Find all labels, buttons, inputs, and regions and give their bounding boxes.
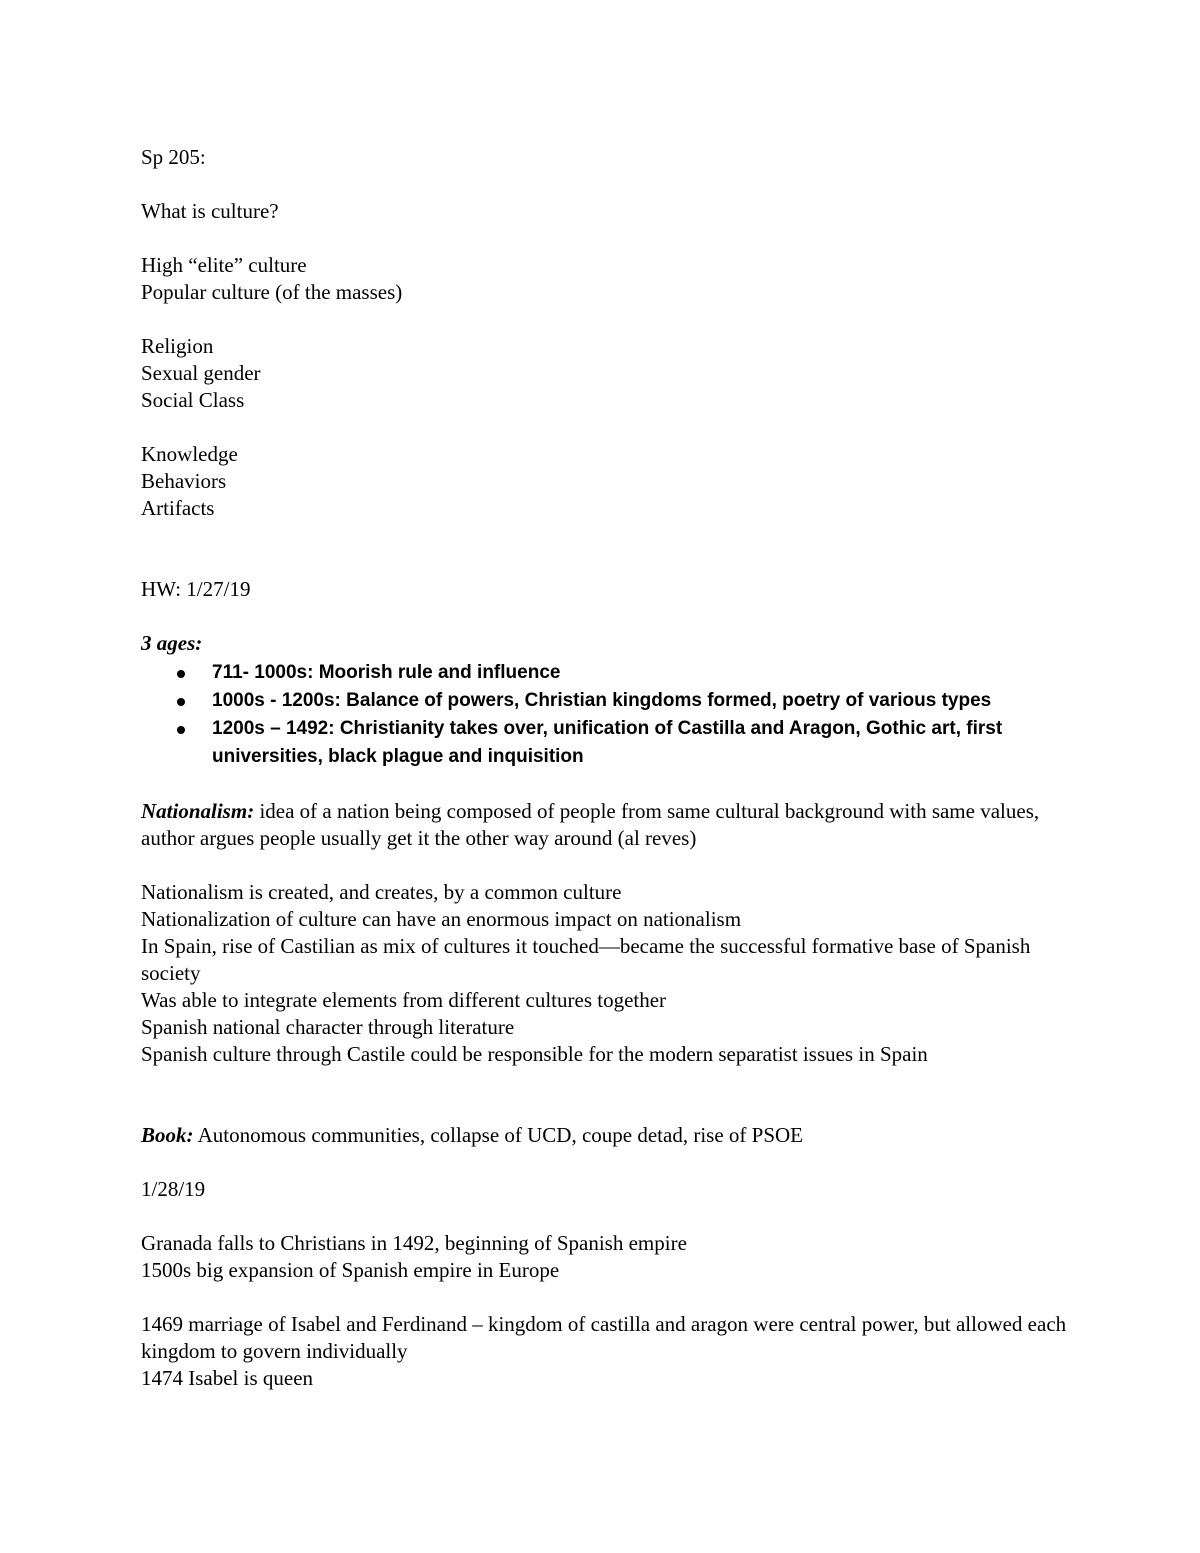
list-item <box>141 687 1072 715</box>
nationalism-label: Nationalism: <box>141 799 255 823</box>
marriage-note: 1469 marriage of Isabel and Ferdinand – kingdom of castilla and aragon were central power, but allowed each kingdom to govern individually <box>141 1312 1067 1363</box>
nationalism-note: Spanish culture through Castile could be responsible for the modern separatist issues in Spain <box>141 1042 928 1066</box>
list-item <box>141 715 1072 771</box>
course-title: Sp 205: <box>141 145 206 169</box>
nationalism-note: Nationalization of culture can have an enormous impact on nationalism <box>141 907 742 931</box>
book-paragraph <box>141 1122 1071 1149</box>
empire-note: 1500s big expansion of Spanish empire in Europe <box>141 1258 560 1282</box>
bullet-icon <box>177 726 185 734</box>
second-date: 1/28/19 <box>141 1177 206 1201</box>
age-text: 711- 1000s: Moorish rule and influence <box>212 662 561 683</box>
bullet-icon <box>177 670 185 678</box>
notes-body <box>141 144 1071 1392</box>
nationalism-note: Was able to integrate elements from different cultures together <box>141 988 667 1012</box>
marriage-note: 1474 Isabel is queen <box>141 1366 314 1390</box>
identity-factor-class: Social Class <box>141 388 245 412</box>
bullet-icon <box>177 698 185 706</box>
homework-date: HW: 1/27/19 <box>141 577 251 601</box>
ages-heading: 3 ages: <box>141 631 203 655</box>
nationalism-note: Nationalism is created, and creates, by a common culture <box>141 880 622 904</box>
book-text: Autonomous communities, collapse of UCD, coupe detad, rise of PSOE <box>193 1123 804 1147</box>
nationalism-note: Spanish national character through literature <box>141 1015 515 1039</box>
empire-note: Granada falls to Christians in 1492, beginning of Spanish empire <box>141 1231 687 1255</box>
book-label: Book: <box>141 1123 194 1147</box>
list-item <box>141 659 1072 687</box>
nationalism-note: In Spain, rise of Castilian as mix of cultures it touched—became the successful formative base of Spanish society <box>141 934 1031 985</box>
culture-type-high: High “elite” culture <box>141 253 307 277</box>
culture-component-behaviors: Behaviors <box>141 469 227 493</box>
nationalism-paragraph <box>141 798 1071 852</box>
identity-factor-religion: Religion <box>141 334 214 358</box>
nationalism-definition: idea of a nation being composed of people from same cultural background with same values, author argues people usually get it the other way around (al reves) <box>141 799 1040 850</box>
culture-question: What is culture? <box>141 199 279 223</box>
age-text: 1000s - 1200s: Balance of powers, Christian kingdoms formed, poetry of various types <box>212 690 992 711</box>
culture-component-artifacts: Artifacts <box>141 496 215 520</box>
identity-factor-gender: Sexual gender <box>141 361 261 385</box>
culture-component-knowledge: Knowledge <box>141 442 238 466</box>
ages-list <box>141 659 1071 771</box>
age-text: 1200s – 1492: Christianity takes over, unification of Castilla and Aragon, Gothic art, first universities, black plague and inquisition <box>212 718 1003 767</box>
culture-type-popular: Popular culture (of the masses) <box>141 280 403 304</box>
